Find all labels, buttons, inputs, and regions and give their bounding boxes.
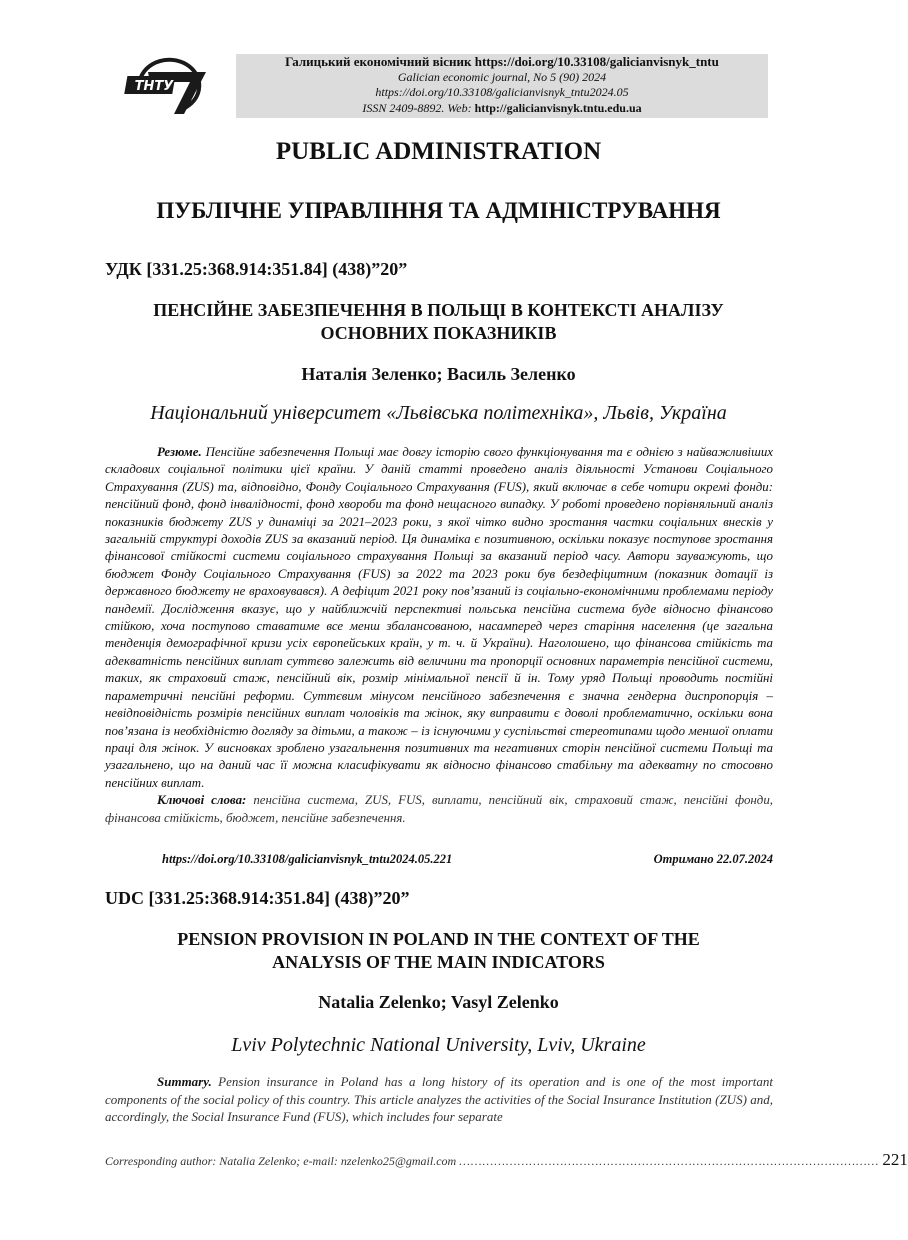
journal-issue: Galician economic journal, No 5 (90) 2024 [397,69,607,84]
issn-text: ISSN 2409-8892. Web: [362,100,475,115]
logo-text: ТНТУ [134,79,174,94]
received-date: Отримано 22.07.2024 [653,852,773,866]
section-title-en: PUBLIC ADMINISTRATION [275,138,602,165]
title-en-line1: PENSION PROVISION IN POLAND IN THE CONTEXT OF THE [177,929,700,949]
summary-en-paragraph [105,1073,773,1126]
journal-logo [128,50,212,118]
journal-header [236,54,768,118]
abstract-ua [105,444,773,827]
affiliation-ua: Національний університет «Львівська політехніка», Львів, Україна [150,402,727,424]
keywords-label: Ключові слова: [157,793,247,808]
article-doi-link[interactable]: https://doi.org/10.33108/galicianvisnyk_tntu2024.05.221 [162,852,453,866]
udc-code-en: UDC [331.25:368.914:351.84] (438)”20” [105,888,410,908]
authors-en: Natalia Zelenko; Vasyl Zelenko [318,992,559,1012]
section-title-ua: ПУБЛІЧНЕ УПРАВЛІННЯ ТА АДМІНІСТРУВАННЯ [156,198,721,223]
article-title-ua [80,299,797,345]
affiliation-en: Lviv Polytechnic National University, Lviv, Ukraine [231,1034,646,1056]
summary-en [105,1073,773,1126]
corresponding-author: Corresponding author: Natalia Zelenko; e-mail: nzelenko25@gmail.com [105,1154,457,1168]
title-ua-line2: ОСНОВНИХ ПОКАЗНИКІВ [320,323,557,343]
journal-web-link[interactable]: http://galicianvisnyk.tntu.edu.ua [474,100,642,115]
article-title-en [80,928,797,974]
abstract-ua-paragraph [105,444,773,792]
page-number: 221 [882,1150,908,1169]
udk-code-ua: УДК [331.25:368.914:351.84] (438)”20” [105,259,408,279]
abstract-label: Резюме. [157,445,202,459]
footer-leader-dots: ……………………………………………………………………………………………… [459,1154,880,1168]
summary-label: Summary. [157,1074,212,1089]
summary-text: Pension insurance in Poland has a long history of its operation and is one of the most important components of the social policy of this country. This article analyzes the activities of the Social Insurance Institution (ZUS) and, accordingly, the Social Insurance Fund (FUS), which includes four separate [105,1074,774,1125]
title-en-line2: ANALYSIS OF THE MAIN INDICATORS [272,952,605,972]
journal-issn [236,101,768,117]
keywords-text: пенсійна система, ZUS, FUS, виплати, пенсійний вік, страховий стаж, пенсійні фонди, фінансова стійкість, бюджет, пенсійне забезпечення. [105,793,773,825]
journal-name: Галицький економічний вісник https://doi.org/10.33108/galicianvisnyk_tntu [285,54,719,69]
issue-doi: https://doi.org/10.33108/galicianvisnyk_tntu2024.05 [375,85,629,99]
abstract-text: Пенсійне забезпечення Польщі має довгу історію свого функціонування та є однією з найважливіших складових соціальної політики цієї країни. У даній статті проведено аналіз діяльності Установи Соціального Страхування (ZUS) та, відповідно, Фонду Соціального Страхування (FUS), який включає в себе чотири окремі фонди: пенсійний фонд, фонд інвалідності, фонд хвороби та фонд нещасного випадку. У роботі проведено порівняльний аналіз показників бюджету ZUS у динаміці за 2021–2023 роки, з якої чітко видно зростання частки соціальних внесків у загальній структурі доходів ZUS за вказаний період. Ця динаміка є позитивною, оскільки показує поступове зростання фінансової стійкості системи соціального страхування Польщі за вказаний період часу. Автори зауважують, що бюджет Фонду Соціального Страхування (FUS) за 2022 та 2023 роки був бездефіцитним (показник дотації із державного бюджету не враховувався). А дефіцит 2021 року пов’язаний із соціально-економічними проблемами періоду пандемії. Дослідження вказує, що у найближчій перспективі польська пенсійна система буде відносно фінансово стійкою, хоча поступово ставатиме все менш збалансованою, насамперед через старіння населення (це загальна тенденція демографічної кризи усіх європейських країн, у т. ч. й України). Наголошено, що фінансова стійкість та адекватність пенсійних виплат суттєво залежить від величини та пропорції основних параметрів пенсійної системи, таких, як страховий стаж, пенсійний вік, розмір мінімальної пенсії й ін. Тому уряд Польщі проводить постійні параметричні пенсійні реформи. Суттєвим мінусом пенсійного забезпечення є значна гендерна диспропорція – невідповідність розмірів пенсійних виплат чоловіків та жінок, яку виправити є доволі проблематично, оскільки вона пов’язана із необхідністю догляду за дітьми, а також – із існуючими у суспільстві стереотипами щодо меншої оплати праці для жінок. У висновках зроблено узагальнення позитивних та негативних сторін пенсійної системи Польщі та узагальнено, що на даний час її можна класифікувати як відносно фінансово стабільну та адекватну по стосовно пенсійних виплат. [105,445,773,790]
page-footer [105,1150,908,1170]
authors-ua: Наталія Зеленко; Василь Зеленко [301,364,576,384]
keywords-ua [105,792,773,827]
title-ua-line1: ПЕНСІЙНЕ ЗАБЕЗПЕЧЕННЯ В ПОЛЬЩІ В КОНТЕКСТІ АНАЛІЗУ [153,300,724,320]
